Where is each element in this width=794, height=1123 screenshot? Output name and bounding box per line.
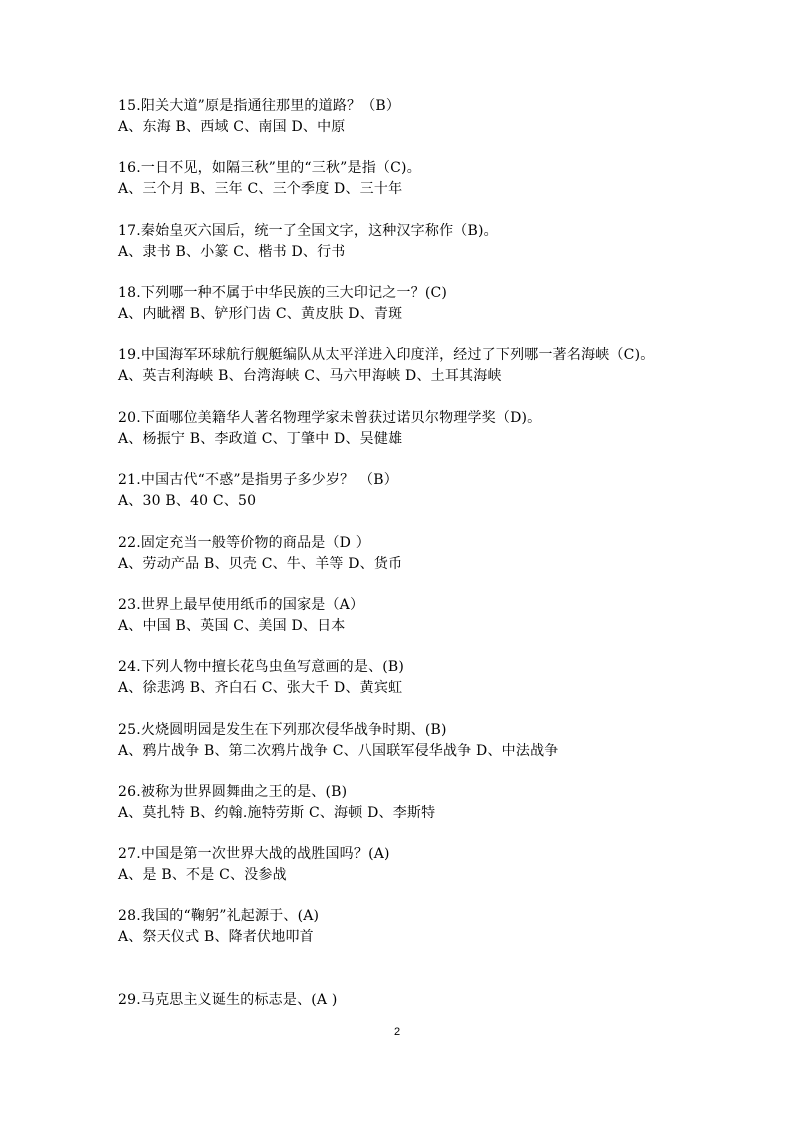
question-18 [118, 283, 738, 325]
question-stem: 22.固定充当一般等价物的商品是（D ） [118, 535, 370, 551]
question-options: A、鸦片战争 B、第二次鸦片战争 C、八国联军侵华战争 D、中法战争 [118, 743, 559, 759]
question-stem: 23.世界上最早使用纸币的国家是（A） [118, 597, 365, 613]
question-stem: 19.中国海军环球航行舰艇编队从太平洋进入印度洋，经过了下列哪一著名海峡（C)。 [118, 347, 655, 363]
question-20 [118, 408, 738, 450]
question-stem: 15.阳关大道”原是指通往那里的道路？（B） [118, 98, 401, 114]
page-number: 2 [393, 1026, 401, 1038]
question-15 [118, 96, 738, 138]
question-16 [118, 158, 738, 200]
question-options: A、祭天仪式 B、降者伏地叩首 [118, 929, 314, 945]
question-stem: 18.下列哪一种不属于中华民族的三大印记之一？(C) [118, 285, 448, 301]
question-19 [118, 345, 738, 387]
question-options: A、中国 B、英国 C、美国 D、日本 [118, 618, 346, 634]
question-options: A、内眦褶 B、铲形门齿 C、黄皮肤 D、青斑 [118, 306, 403, 322]
question-options: A、三个月 B、三年 C、三个季度 D、三十年 [118, 181, 403, 197]
question-26 [118, 782, 738, 824]
question-options: A、30 B、40 C、50 [118, 493, 257, 509]
question-27 [118, 844, 738, 886]
question-24 [118, 657, 738, 699]
question-stem: 29.马克思主义诞生的标志是、(A ) [118, 992, 338, 1008]
question-options: A、杨振宁 B、李政道 C、丁肇中 D、吴健雄 [118, 431, 403, 447]
question-stem: 21.中国古代“不惑”是指男子多少岁？ （B） [118, 472, 398, 488]
question-28 [118, 906, 738, 948]
question-options: A、莫扎特 B、约翰.施特劳斯 C、海顿 D、李斯特 [118, 805, 436, 821]
question-stem: 25.火烧圆明园是发生在下列那次侵华战争时期、(B) [118, 722, 447, 738]
question-options: A、劳动产品 B、贝壳 C、牛、羊等 D、货币 [118, 556, 403, 572]
question-options: A、隶书 B、小篆 C、楷书 D、行书 [118, 244, 346, 260]
question-stem: 20.下面哪位美籍华人著名物理学家未曾获过诺贝尔物理学奖（D)。 [118, 410, 542, 426]
question-stem: 26.被称为世界圆舞曲之王的是、(B) [118, 784, 348, 800]
question-23 [118, 595, 738, 637]
question-29 [118, 990, 738, 1011]
question-stem: 27.中国是第一次世界大战的战胜国吗？(A) [118, 846, 390, 862]
question-stem: 16.一日不见，如隔三秋”里的“三秋”是指（C)。 [118, 160, 421, 176]
question-options: A、徐悲鸿 B、齐白石 C、张大千 D、黄宾虹 [118, 680, 403, 696]
question-stem: 24.下列人物中擅长花鸟虫鱼写意画的是、(B) [118, 659, 405, 675]
question-options: A、东海 B、西域 C、南国 D、中原 [118, 119, 346, 135]
question-options: A、是 B、不是 C、没参战 [118, 867, 287, 883]
question-22 [118, 533, 738, 575]
question-21 [118, 470, 738, 512]
question-stem: 28.我国的“鞠躬”礼起源于、(A) [118, 908, 320, 924]
question-17 [118, 221, 738, 263]
question-stem: 17.秦始皇灭六国后，统一了全国文字，这种汉字称作（B)。 [118, 223, 498, 239]
question-options: A、英吉利海峡 B、台湾海峡 C、马六甲海峡 D、土耳其海峡 [118, 368, 502, 384]
question-25 [118, 720, 738, 762]
